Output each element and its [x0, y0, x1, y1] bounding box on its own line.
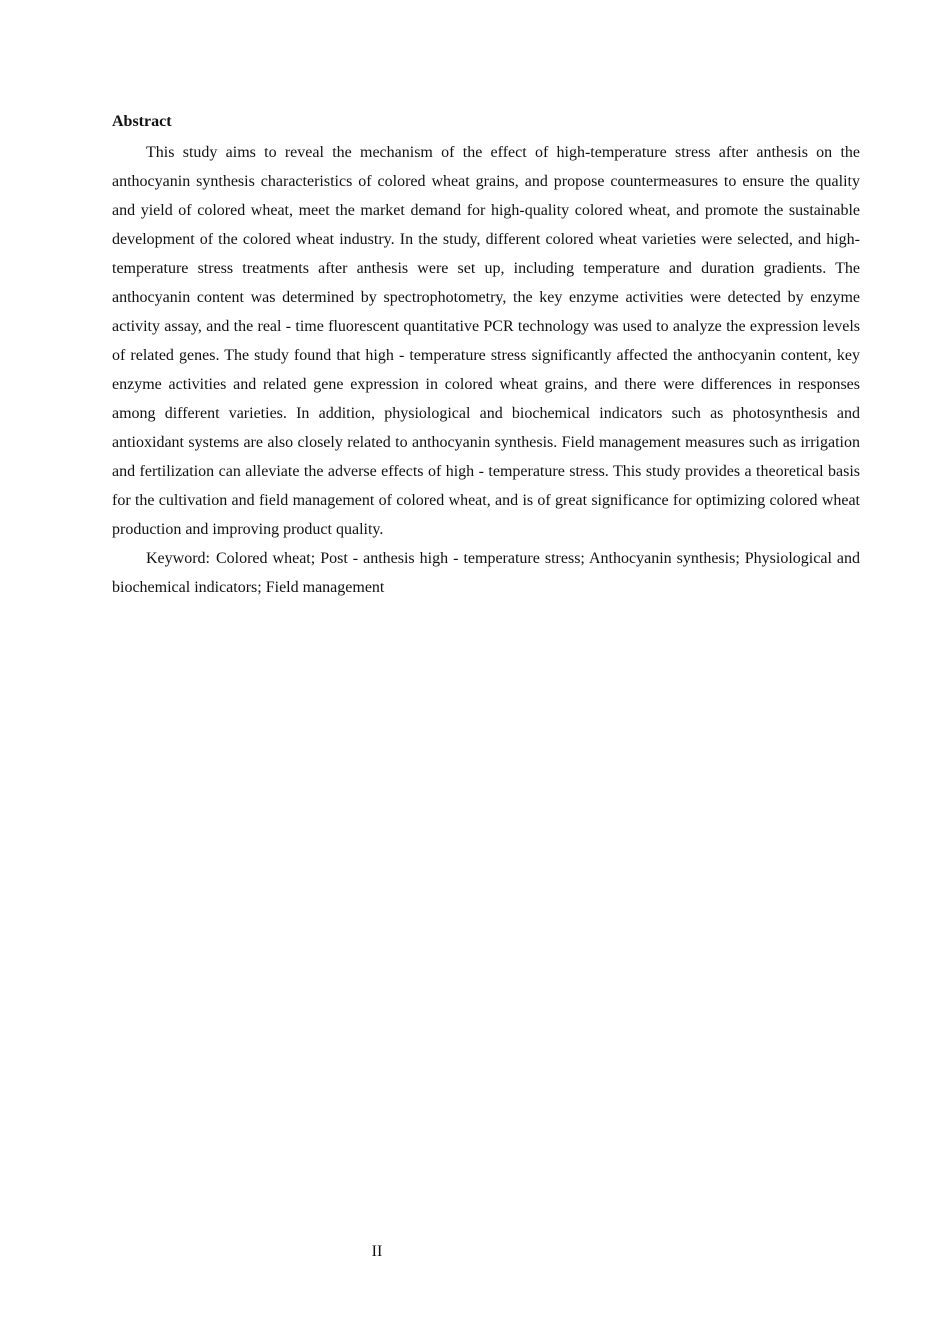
keywords-paragraph — [112, 544, 860, 602]
page-number: II — [371, 1243, 383, 1260]
abstract-heading: Abstract — [112, 113, 172, 130]
abstract-body: This study aims to reveal the mechanism of the effect of high-temperature stress after anthesis on the anthocyanin synthesis characteristics of colored wheat grains, and propose countermeasures to ensure the quality and yield of colored wheat, meet the market demand for high-quality colored wheat, and promote the sustainable development of the colored wheat industry. In the study, different colored wheat varieties were selected, and high-temperature stress treatments after anthesis were set up, including temperature and duration gradients. The anthocyanin content was determined by spectrophotometry, the key enzyme activities were detected by enzyme activity assay, and the real - time fluorescent quantitative PCR technology was used to analyze the expression levels of related genes. The study found that high - temperature stress significantly affected the anthocyanin content, key enzyme activities and related gene expression in colored wheat grains, and there were differences in responses among different varieties. In addition, physiological and biochemical indicators such as photosynthesis and antioxidant systems are also closely related to anthocyanin synthesis. Field management measures such as irrigation and fertilization can alleviate the adverse effects of high - temperature stress. This study provides a theoretical basis for the cultivation and field management of colored wheat, and is of great significance for optimizing colored wheat production and improving product quality. — [112, 144, 860, 538]
keyword-label: Keyword: — [146, 550, 210, 567]
keyword-list: Colored wheat; Post - anthesis high - temperature stress; Anthocyanin synthesis; Physiological and biochemical indicators; Field management — [112, 550, 860, 596]
abstract-section — [112, 109, 860, 602]
